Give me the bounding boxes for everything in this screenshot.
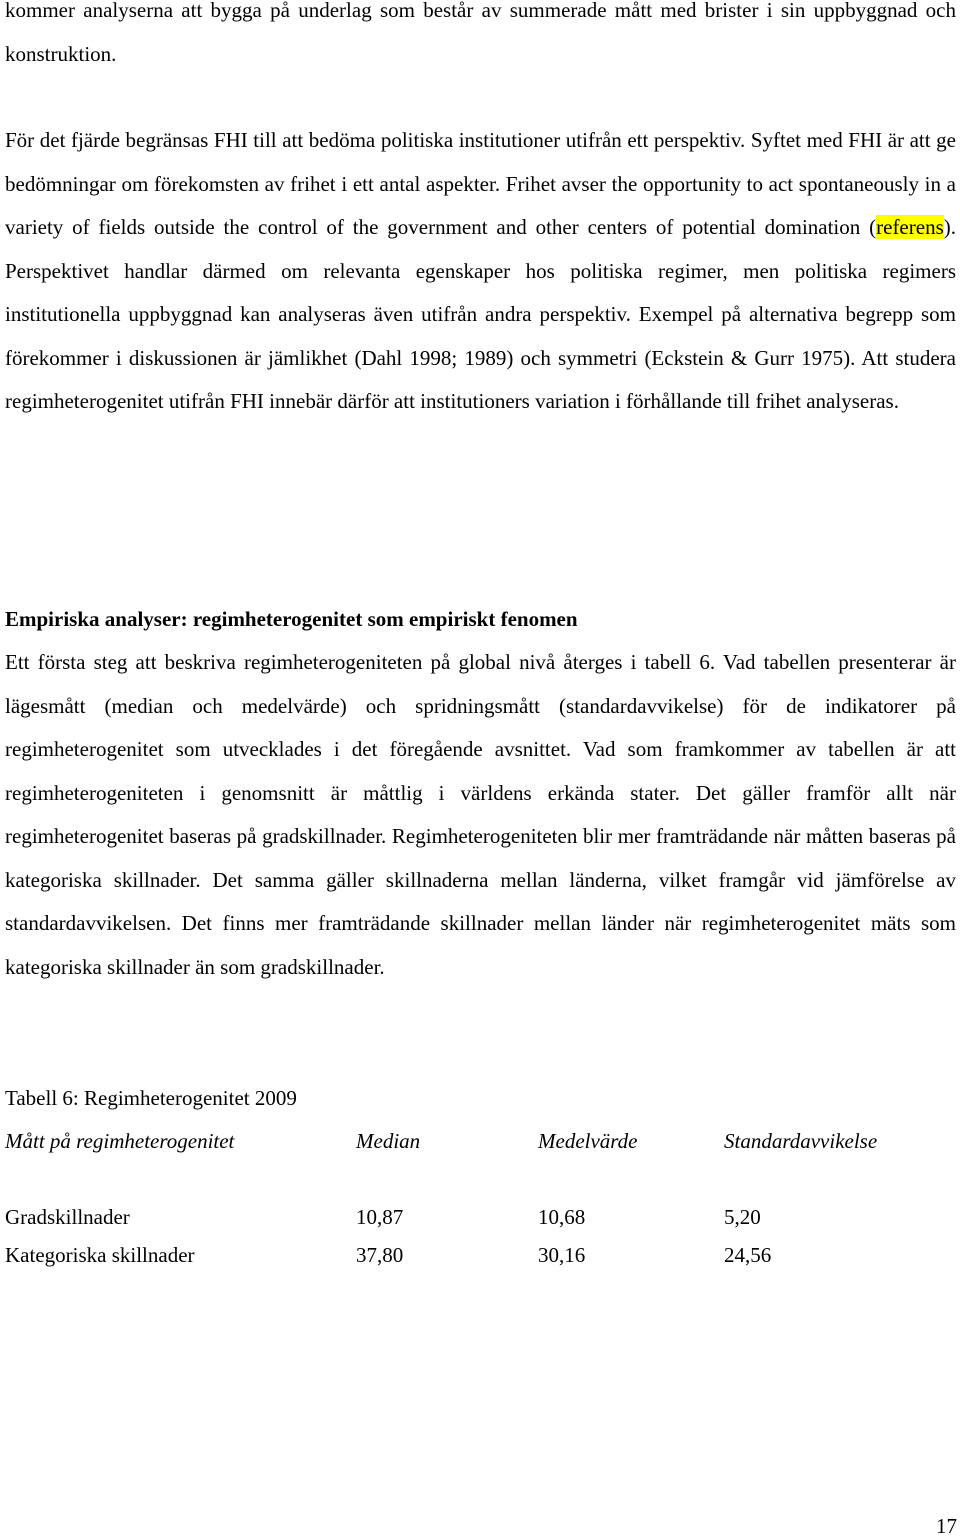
table-header-cell: Mått på regimheterogenitet [5, 1129, 235, 1153]
table-header-cell: Standardavvikelse [724, 1129, 878, 1153]
table-cell: Gradskillnader [5, 1205, 130, 1229]
paragraph-continued: kommer analyserna att bygga på underlag som består av summerade mått med brister i sin uppbyggnad och konstruktion. [5, 0, 956, 66]
table-cell: 10,68 [538, 1205, 586, 1229]
paragraph-empirical: Ett första steg att beskriva regimheterogeniteten på global nivå återges i tabell 6. Vad tabellen presenterar är lägesmått (median och medelvärde) och spridningsmått (standardavvikelse) för de indikatorer på regimheterogenitet som utvecklades i det föregående avsnittet. Vad som framkommer av tabellen är att regimheterogeniteten i genomsnitt är måttlig i världens erkända stater. Det gäller framför allt när regimheterogenitet baseras på gradskillnader. Regimheterogeniteten blir mer framträdande när måtten baseras på kategoriska skillnader. Det samma gäller skillnaderna mellan länderna, vilket framgår vid jämförelse av standardavvikelsen. Det finns mer framträdande skillnader mellan länder när regimheterogenitet mäts som kategoriska skillnader än som gradskillnader. [5, 650, 956, 979]
paragraph-fhi-perspective [5, 119, 956, 424]
table-header-cell: Medelvärde [538, 1129, 638, 1153]
table-header-cell: Median [356, 1129, 421, 1153]
paragraph-text: För det fjärde begränsas FHI till att bedöma politiska institutioner utifrån ett perspektiv. Syftet med FHI är att ge bedömningar om förekomsten av frihet i ett antal aspekter. Frihet avser the opportunity to act spontaneously in a variety of fields outside the control of the government and other centers of potential domination ( [5, 128, 956, 239]
table-cell: Kategoriska skillnader [5, 1243, 195, 1267]
page-number: 17 [936, 1514, 957, 1538]
table-cell: 24,56 [724, 1243, 772, 1267]
table-caption: Tabell 6: Regimheterogenitet 2009 [5, 1086, 297, 1110]
table-cell: 10,87 [356, 1205, 404, 1229]
section-heading: Empiriska analyser: regimheterogenitet som empiriskt fenomen [5, 607, 578, 631]
table-cell: 37,80 [356, 1243, 404, 1267]
highlighted-reference: referens [876, 215, 944, 239]
paragraph-text: ). Perspektivet handlar därmed om relevanta egenskaper hos politiska regimer, men politiska regimers institutionella uppbyggnad kan analyseras även utifrån andra perspektiv. Exempel på alternativa begrepp som förekommer i diskussionen är jämlikhet (Dahl 1998; 1989) och symmetri (Eckstein & Gurr 1975). Att studera regimheterogenitet utifrån FHI innebär därför att institutioners variation i förhållande till frihet analyseras. [5, 215, 956, 413]
table-cell: 5,20 [724, 1205, 761, 1229]
table-cell: 30,16 [538, 1243, 586, 1267]
